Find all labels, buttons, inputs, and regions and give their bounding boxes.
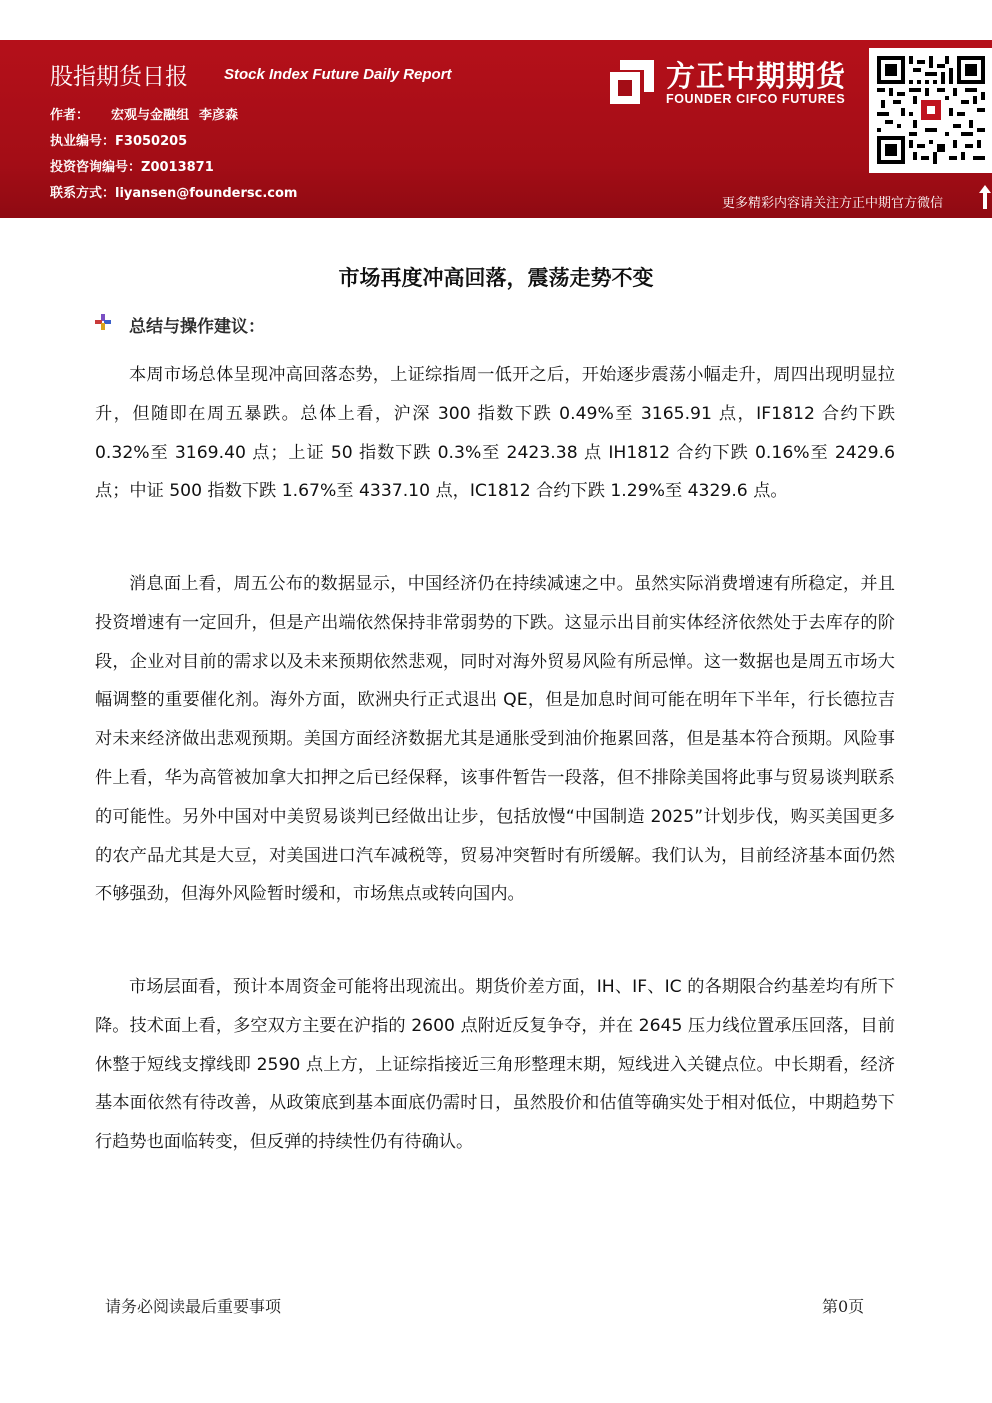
license-value: F3050205 — [115, 134, 188, 149]
author-row — [50, 104, 238, 123]
arrow-up-icon — [978, 183, 992, 211]
advisory-value: Z0013871 — [141, 160, 214, 175]
founder-logo-icon — [606, 56, 658, 108]
report-title: 股指期货日报 — [50, 64, 188, 90]
report-subtitle: Stock Index Future Daily Report — [224, 66, 452, 83]
contact-label: 联系方式： — [50, 186, 116, 201]
author-dept: 宏观与金融组 — [111, 108, 190, 123]
document-title: 市场再度冲高回落，震荡走势不变 — [338, 265, 654, 290]
company-logo — [606, 54, 866, 114]
paragraph-technical: 市场层面看，预计本周资金可能将出现流出。期货价差方面，IH、IF、IC 的各期限合约基差均有所下降。技术面上看，多空双方主要在沪指的 2600 点附近反复争夺，并在 2645 压力线位置承压回落，目前休整于短线支撑线即 2590 点上方，上证综指接近三角形整理末期，短线进入关键点位。中长期看，经济基本面依然有待改善，从政策底到基本面底仍需时日，虽然股价和估值等确实处于相对低位，中期趋势下行趋势也面临转变，但反弹的持续性仍有待确认。 — [95, 977, 895, 1153]
diamond-bullet-icon — [95, 314, 111, 330]
advisory-label: 投资咨询编号： — [50, 160, 142, 175]
footer-notice: 请务必阅读最后重要事项 — [105, 1297, 282, 1316]
qr-code-icon — [877, 56, 985, 164]
logo-english-name: FOUNDER CIFCO FUTURES — [666, 92, 846, 106]
wechat-follow-text: 更多精彩内容请关注方正中期官方微信 — [722, 196, 944, 211]
license-label: 执业编号： — [50, 134, 116, 149]
contact-row — [50, 182, 297, 201]
advisory-row — [50, 156, 214, 175]
section-label: 总结与操作建议： — [129, 317, 265, 337]
paragraph-market-summary: 本周市场总体呈现冲高回落态势，上证综指周一低开之后，开始逐步震荡小幅走升，周四出现明显拉升，但随即在周五暴跌。总体上看，沪深 300 指数下跌 0.49%至 3165.91 点，IF1812 合约下跌 0.32%至 3169.40 点；上证 50 指数下跌 0.3%至 2423.38 点 IH1812 合约下跌 0.16%至 2429.6 点；中证 500 指数下跌 1.67%至 4337.10 点，IC1812 合约下跌 1.29%至 4329.6 点。 — [95, 365, 895, 502]
author-name: 李彦森 — [199, 108, 239, 123]
logo-chinese-name: 方正中期期货 — [666, 59, 847, 93]
page-number: 第0页 — [822, 1297, 865, 1316]
contact-email[interactable]: liyansen@foundersc.com — [115, 186, 298, 201]
author-label: 作者： — [50, 108, 90, 123]
wechat-qr-code — [869, 48, 992, 173]
paragraph-news: 消息面上看，周五公布的数据显示，中国经济仍在持续减速之中。虽然实际消费增速有所稳定，并且投资增速有一定回升，但是产出端依然保持非常弱势的下跌。这显示出目前实体经济依然处于去库存的阶段，企业对目前的需求以及未来预期依然悲观，同时对海外贸易风险有所忌惮。这一数据也是周五市场大幅调整的重要催化剂。海外方面，欧洲央行正式退出 QE，但是加息时间可能在明年下半年，行长德拉吉对未来经济做出悲观预期。美国方面经济数据尤其是通胀受到油价拖累回落，但是基本符合预期。风险事件上看，华为高管被加拿大扣押之后已经保释，该事件暂告一段落，但不排除美国将此事与贸易谈判联系的可能性。另外中国对中美贸易谈判已经做出让步，包括放慢“中国制造 2025”计划步伐，购买美国更多的农产品尤其是大豆，对美国进口汽车减税等，贸易冲突暂时有所缓解。我们认为，目前经济基本面仍然不够强劲，但海外风险暂时缓和，市场焦点或转向国内。 — [95, 574, 895, 905]
license-row — [50, 130, 187, 149]
report-header-banner — [0, 40, 992, 218]
